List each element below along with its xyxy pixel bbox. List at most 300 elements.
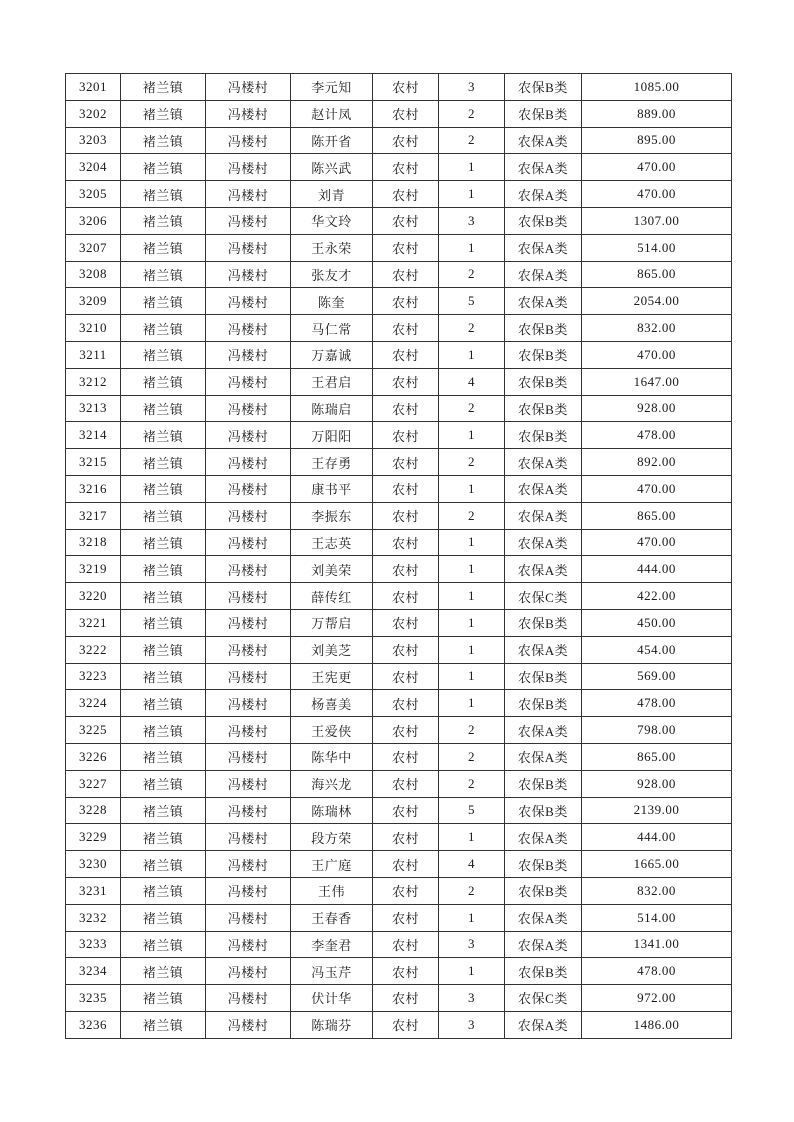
table-cell-name: 段方荣 <box>291 824 373 851</box>
table-cell-count: 1 <box>439 341 505 368</box>
table-cell-town: 褚兰镇 <box>121 127 206 154</box>
table-cell-category: 农保B类 <box>505 851 582 878</box>
table-cell-type: 农村 <box>373 422 439 449</box>
table-cell-count: 1 <box>439 958 505 985</box>
table-cell-amount: 478.00 <box>582 690 732 717</box>
table-cell-category: 农保A类 <box>505 743 582 770</box>
table-cell-id: 3225 <box>66 717 121 744</box>
table-row <box>66 770 732 797</box>
table-cell-amount: 478.00 <box>582 958 732 985</box>
table-cell-id: 3223 <box>66 663 121 690</box>
table-row <box>66 207 732 234</box>
table-cell-town: 褚兰镇 <box>121 207 206 234</box>
table-cell-category: 农保B类 <box>505 315 582 342</box>
table-cell-count: 1 <box>439 234 505 261</box>
table-cell-type: 农村 <box>373 127 439 154</box>
table-row <box>66 904 732 931</box>
table-cell-category: 农保B类 <box>505 877 582 904</box>
table-cell-name: 王君启 <box>291 368 373 395</box>
table-cell-count: 3 <box>439 1011 505 1038</box>
table-cell-id: 3218 <box>66 529 121 556</box>
table-cell-count: 2 <box>439 449 505 476</box>
table-cell-village: 冯楼村 <box>206 181 291 208</box>
table-cell-amount: 470.00 <box>582 181 732 208</box>
table-cell-type: 农村 <box>373 824 439 851</box>
table-row <box>66 583 732 610</box>
table-cell-category: 农保C类 <box>505 583 582 610</box>
table-cell-type: 农村 <box>373 154 439 181</box>
table-cell-count: 4 <box>439 368 505 395</box>
table-cell-category: 农保A类 <box>505 1011 582 1038</box>
table-cell-id: 3231 <box>66 877 121 904</box>
table-body <box>66 74 732 1039</box>
table-cell-amount: 928.00 <box>582 770 732 797</box>
table-row <box>66 931 732 958</box>
table-cell-village: 冯楼村 <box>206 422 291 449</box>
table-cell-village: 冯楼村 <box>206 663 291 690</box>
table-row <box>66 449 732 476</box>
table-row <box>66 985 732 1012</box>
table-cell-name: 王春香 <box>291 904 373 931</box>
table-row <box>66 395 732 422</box>
table-cell-type: 农村 <box>373 743 439 770</box>
table-row <box>66 556 732 583</box>
table-cell-amount: 972.00 <box>582 985 732 1012</box>
table-cell-village: 冯楼村 <box>206 529 291 556</box>
table-cell-town: 褚兰镇 <box>121 958 206 985</box>
table-cell-category: 农保A类 <box>505 636 582 663</box>
table-cell-category: 农保A类 <box>505 529 582 556</box>
table-row <box>66 851 732 878</box>
table-cell-amount: 1085.00 <box>582 74 732 101</box>
table-row <box>66 958 732 985</box>
table-cell-village: 冯楼村 <box>206 797 291 824</box>
table-cell-type: 农村 <box>373 74 439 101</box>
table-cell-amount: 1647.00 <box>582 368 732 395</box>
table-cell-amount: 865.00 <box>582 743 732 770</box>
table-cell-amount: 454.00 <box>582 636 732 663</box>
table-row <box>66 74 732 101</box>
table-cell-count: 2 <box>439 877 505 904</box>
table-cell-village: 冯楼村 <box>206 475 291 502</box>
table-cell-village: 冯楼村 <box>206 154 291 181</box>
table-cell-id: 3207 <box>66 234 121 261</box>
table-cell-count: 2 <box>439 127 505 154</box>
table-cell-amount: 895.00 <box>582 127 732 154</box>
table-cell-village: 冯楼村 <box>206 743 291 770</box>
table-cell-name: 张友才 <box>291 261 373 288</box>
table-cell-name: 陈兴武 <box>291 154 373 181</box>
table-cell-type: 农村 <box>373 181 439 208</box>
table-cell-name: 杨喜美 <box>291 690 373 717</box>
table-row <box>66 154 732 181</box>
table-cell-name: 康书平 <box>291 475 373 502</box>
table-row <box>66 288 732 315</box>
table-cell-count: 1 <box>439 583 505 610</box>
table-cell-town: 褚兰镇 <box>121 234 206 261</box>
table-cell-amount: 470.00 <box>582 475 732 502</box>
table-cell-category: 农保A类 <box>505 234 582 261</box>
table-cell-name: 伏计华 <box>291 985 373 1012</box>
table-cell-id: 3210 <box>66 315 121 342</box>
table-cell-village: 冯楼村 <box>206 315 291 342</box>
table-row <box>66 261 732 288</box>
table-cell-category: 农保A类 <box>505 181 582 208</box>
table-cell-id: 3221 <box>66 609 121 636</box>
table-cell-type: 农村 <box>373 315 439 342</box>
table-cell-count: 2 <box>439 395 505 422</box>
table-cell-count: 1 <box>439 181 505 208</box>
table-cell-type: 农村 <box>373 1011 439 1038</box>
table-cell-category: 农保A类 <box>505 154 582 181</box>
table-cell-town: 褚兰镇 <box>121 743 206 770</box>
table-cell-type: 农村 <box>373 556 439 583</box>
table-cell-name: 李奎君 <box>291 931 373 958</box>
table-cell-type: 农村 <box>373 717 439 744</box>
table-cell-count: 2 <box>439 315 505 342</box>
table-cell-count: 4 <box>439 851 505 878</box>
table-cell-count: 5 <box>439 797 505 824</box>
table-cell-count: 1 <box>439 690 505 717</box>
table-cell-count: 3 <box>439 931 505 958</box>
table-cell-name: 李元知 <box>291 74 373 101</box>
table-cell-id: 3235 <box>66 985 121 1012</box>
table-row <box>66 368 732 395</box>
table-cell-count: 3 <box>439 74 505 101</box>
table-cell-category: 农保B类 <box>505 395 582 422</box>
table-row <box>66 475 732 502</box>
table-cell-id: 3205 <box>66 181 121 208</box>
table-cell-name: 华文玲 <box>291 207 373 234</box>
table-cell-id: 3222 <box>66 636 121 663</box>
table-cell-type: 农村 <box>373 609 439 636</box>
table-cell-count: 1 <box>439 904 505 931</box>
table-cell-amount: 514.00 <box>582 234 732 261</box>
table-cell-amount: 2054.00 <box>582 288 732 315</box>
table-cell-town: 褚兰镇 <box>121 315 206 342</box>
table-cell-town: 褚兰镇 <box>121 341 206 368</box>
table-cell-village: 冯楼村 <box>206 1011 291 1038</box>
table-cell-amount: 832.00 <box>582 315 732 342</box>
table-cell-category: 农保B类 <box>505 690 582 717</box>
table-cell-id: 3230 <box>66 851 121 878</box>
table-cell-town: 褚兰镇 <box>121 797 206 824</box>
table-cell-amount: 450.00 <box>582 609 732 636</box>
table-cell-village: 冯楼村 <box>206 690 291 717</box>
table-cell-id: 3209 <box>66 288 121 315</box>
table-cell-count: 3 <box>439 207 505 234</box>
table-cell-id: 3217 <box>66 502 121 529</box>
table-cell-name: 万帮启 <box>291 609 373 636</box>
table-cell-village: 冯楼村 <box>206 261 291 288</box>
table-cell-amount: 422.00 <box>582 583 732 610</box>
table-row <box>66 341 732 368</box>
table-cell-town: 褚兰镇 <box>121 529 206 556</box>
table-cell-id: 3212 <box>66 368 121 395</box>
table-cell-name: 刘美荣 <box>291 556 373 583</box>
table-row <box>66 502 732 529</box>
table-cell-category: 农保B类 <box>505 797 582 824</box>
table-cell-count: 1 <box>439 636 505 663</box>
table-cell-id: 3224 <box>66 690 121 717</box>
table-cell-name: 刘美芝 <box>291 636 373 663</box>
table-cell-category: 农保C类 <box>505 985 582 1012</box>
table-cell-category: 农保B类 <box>505 74 582 101</box>
table-row <box>66 1011 732 1038</box>
table-cell-name: 王广庭 <box>291 851 373 878</box>
table-cell-amount: 470.00 <box>582 154 732 181</box>
table-cell-name: 万阳阳 <box>291 422 373 449</box>
table-cell-category: 农保B类 <box>505 341 582 368</box>
table-cell-amount: 1486.00 <box>582 1011 732 1038</box>
table-cell-type: 农村 <box>373 690 439 717</box>
table-cell-id: 3233 <box>66 931 121 958</box>
table-cell-name: 李振东 <box>291 502 373 529</box>
table-cell-count: 1 <box>439 824 505 851</box>
table-cell-id: 3227 <box>66 770 121 797</box>
table-row <box>66 181 732 208</box>
table-cell-id: 3202 <box>66 100 121 127</box>
table-cell-id: 3213 <box>66 395 121 422</box>
table-cell-amount: 444.00 <box>582 556 732 583</box>
table-cell-town: 褚兰镇 <box>121 609 206 636</box>
table-cell-category: 农保B类 <box>505 958 582 985</box>
table-cell-village: 冯楼村 <box>206 770 291 797</box>
table-cell-id: 3228 <box>66 797 121 824</box>
table-row <box>66 315 732 342</box>
table-cell-village: 冯楼村 <box>206 288 291 315</box>
table-cell-name: 陈瑞芬 <box>291 1011 373 1038</box>
table-cell-name: 王永荣 <box>291 234 373 261</box>
table-cell-village: 冯楼村 <box>206 851 291 878</box>
table-row <box>66 663 732 690</box>
table-cell-name: 海兴龙 <box>291 770 373 797</box>
table-cell-village: 冯楼村 <box>206 234 291 261</box>
table-cell-name: 马仁常 <box>291 315 373 342</box>
table-row <box>66 717 732 744</box>
table-cell-town: 褚兰镇 <box>121 74 206 101</box>
table-cell-village: 冯楼村 <box>206 958 291 985</box>
table-cell-id: 3203 <box>66 127 121 154</box>
table-cell-type: 农村 <box>373 234 439 261</box>
table-cell-town: 褚兰镇 <box>121 877 206 904</box>
table-cell-town: 褚兰镇 <box>121 663 206 690</box>
table-cell-village: 冯楼村 <box>206 395 291 422</box>
table-cell-village: 冯楼村 <box>206 341 291 368</box>
table-cell-category: 农保B类 <box>505 368 582 395</box>
table-cell-type: 农村 <box>373 797 439 824</box>
table-cell-category: 农保B类 <box>505 770 582 797</box>
table-cell-id: 3215 <box>66 449 121 476</box>
table-cell-name: 陈华中 <box>291 743 373 770</box>
table-row <box>66 797 732 824</box>
table-cell-name: 赵计凤 <box>291 100 373 127</box>
table-cell-type: 农村 <box>373 851 439 878</box>
table-cell-town: 褚兰镇 <box>121 556 206 583</box>
table-cell-town: 褚兰镇 <box>121 770 206 797</box>
table-cell-id: 3206 <box>66 207 121 234</box>
table-cell-id: 3204 <box>66 154 121 181</box>
table-cell-village: 冯楼村 <box>206 824 291 851</box>
table-cell-count: 2 <box>439 717 505 744</box>
table-cell-name: 王存勇 <box>291 449 373 476</box>
table-cell-name: 王志英 <box>291 529 373 556</box>
table-cell-type: 农村 <box>373 288 439 315</box>
table-cell-amount: 514.00 <box>582 904 732 931</box>
table-cell-type: 农村 <box>373 502 439 529</box>
table-cell-town: 褚兰镇 <box>121 583 206 610</box>
table-row <box>66 824 732 851</box>
table-cell-village: 冯楼村 <box>206 556 291 583</box>
table-cell-count: 1 <box>439 609 505 636</box>
table-cell-id: 3234 <box>66 958 121 985</box>
table-row <box>66 877 732 904</box>
table-cell-type: 农村 <box>373 100 439 127</box>
table-cell-name: 王宪更 <box>291 663 373 690</box>
table-cell-amount: 478.00 <box>582 422 732 449</box>
table-cell-name: 万嘉诚 <box>291 341 373 368</box>
table-row <box>66 636 732 663</box>
table-cell-town: 褚兰镇 <box>121 824 206 851</box>
table-cell-town: 褚兰镇 <box>121 502 206 529</box>
table-cell-type: 农村 <box>373 341 439 368</box>
table-cell-type: 农村 <box>373 475 439 502</box>
table-cell-amount: 2139.00 <box>582 797 732 824</box>
table-cell-category: 农保A类 <box>505 717 582 744</box>
table-cell-name: 薛传红 <box>291 583 373 610</box>
table-cell-name: 冯玉芹 <box>291 958 373 985</box>
table-cell-category: 农保A类 <box>505 288 582 315</box>
table-cell-amount: 865.00 <box>582 502 732 529</box>
table-cell-town: 褚兰镇 <box>121 154 206 181</box>
table-cell-type: 农村 <box>373 904 439 931</box>
table-cell-type: 农村 <box>373 395 439 422</box>
table-cell-type: 农村 <box>373 931 439 958</box>
table-cell-name: 陈瑞启 <box>291 395 373 422</box>
table-cell-id: 3214 <box>66 422 121 449</box>
table-cell-village: 冯楼村 <box>206 207 291 234</box>
table-cell-amount: 832.00 <box>582 877 732 904</box>
table-row <box>66 234 732 261</box>
table-cell-village: 冯楼村 <box>206 717 291 744</box>
table-cell-id: 3232 <box>66 904 121 931</box>
table-cell-type: 农村 <box>373 583 439 610</box>
table-cell-town: 褚兰镇 <box>121 985 206 1012</box>
table-cell-amount: 798.00 <box>582 717 732 744</box>
table-cell-type: 农村 <box>373 368 439 395</box>
table-cell-village: 冯楼村 <box>206 127 291 154</box>
table-cell-type: 农村 <box>373 985 439 1012</box>
table-cell-village: 冯楼村 <box>206 609 291 636</box>
table-cell-count: 1 <box>439 422 505 449</box>
table-cell-town: 褚兰镇 <box>121 288 206 315</box>
table-cell-count: 2 <box>439 261 505 288</box>
table-cell-town: 褚兰镇 <box>121 690 206 717</box>
table-cell-amount: 865.00 <box>582 261 732 288</box>
table-cell-town: 褚兰镇 <box>121 904 206 931</box>
table-cell-amount: 928.00 <box>582 395 732 422</box>
table-cell-village: 冯楼村 <box>206 904 291 931</box>
table-cell-category: 农保B类 <box>505 663 582 690</box>
table-cell-type: 农村 <box>373 770 439 797</box>
table-cell-amount: 569.00 <box>582 663 732 690</box>
table-row <box>66 609 732 636</box>
table-cell-town: 褚兰镇 <box>121 931 206 958</box>
table-cell-id: 3201 <box>66 74 121 101</box>
table-cell-amount: 444.00 <box>582 824 732 851</box>
table-cell-count: 1 <box>439 663 505 690</box>
table-cell-id: 3229 <box>66 824 121 851</box>
table-row <box>66 127 732 154</box>
table-cell-town: 褚兰镇 <box>121 636 206 663</box>
table-cell-type: 农村 <box>373 663 439 690</box>
table-cell-category: 农保B类 <box>505 207 582 234</box>
table-cell-type: 农村 <box>373 207 439 234</box>
table-cell-town: 褚兰镇 <box>121 717 206 744</box>
table-cell-town: 褚兰镇 <box>121 1011 206 1038</box>
benefits-table <box>65 73 732 1039</box>
table-cell-town: 褚兰镇 <box>121 395 206 422</box>
table-cell-village: 冯楼村 <box>206 449 291 476</box>
table-cell-town: 褚兰镇 <box>121 181 206 208</box>
table-cell-category: 农保A类 <box>505 502 582 529</box>
table-cell-name: 王爱侠 <box>291 717 373 744</box>
table-cell-id: 3208 <box>66 261 121 288</box>
table-cell-town: 褚兰镇 <box>121 422 206 449</box>
table-cell-name: 陈奎 <box>291 288 373 315</box>
table-cell-type: 农村 <box>373 529 439 556</box>
table-cell-town: 褚兰镇 <box>121 475 206 502</box>
table-cell-type: 农村 <box>373 261 439 288</box>
table-cell-category: 农保A类 <box>505 475 582 502</box>
table-cell-type: 农村 <box>373 958 439 985</box>
table-cell-type: 农村 <box>373 636 439 663</box>
table-row <box>66 690 732 717</box>
table-cell-village: 冯楼村 <box>206 877 291 904</box>
table-cell-village: 冯楼村 <box>206 368 291 395</box>
table-cell-category: 农保A类 <box>505 824 582 851</box>
table-cell-count: 2 <box>439 100 505 127</box>
table-cell-id: 3219 <box>66 556 121 583</box>
table-cell-town: 褚兰镇 <box>121 851 206 878</box>
table-cell-town: 褚兰镇 <box>121 261 206 288</box>
table-cell-count: 5 <box>439 288 505 315</box>
table-cell-category: 农保A类 <box>505 261 582 288</box>
table-cell-name: 刘青 <box>291 181 373 208</box>
table-cell-amount: 889.00 <box>582 100 732 127</box>
table-cell-count: 1 <box>439 556 505 583</box>
table-cell-name: 陈开省 <box>291 127 373 154</box>
table-cell-amount: 892.00 <box>582 449 732 476</box>
table-row <box>66 422 732 449</box>
table-cell-village: 冯楼村 <box>206 502 291 529</box>
table-cell-town: 褚兰镇 <box>121 449 206 476</box>
table-cell-category: 农保A类 <box>505 904 582 931</box>
table-cell-village: 冯楼村 <box>206 583 291 610</box>
table-cell-amount: 1307.00 <box>582 207 732 234</box>
table-cell-amount: 470.00 <box>582 341 732 368</box>
table-cell-count: 2 <box>439 770 505 797</box>
table-cell-town: 褚兰镇 <box>121 368 206 395</box>
table-cell-amount: 470.00 <box>582 529 732 556</box>
table-cell-id: 3220 <box>66 583 121 610</box>
table-cell-count: 1 <box>439 154 505 181</box>
table-cell-town: 褚兰镇 <box>121 100 206 127</box>
table-cell-count: 2 <box>439 502 505 529</box>
table-cell-type: 农村 <box>373 449 439 476</box>
table-cell-amount: 1341.00 <box>582 931 732 958</box>
table-cell-count: 1 <box>439 529 505 556</box>
